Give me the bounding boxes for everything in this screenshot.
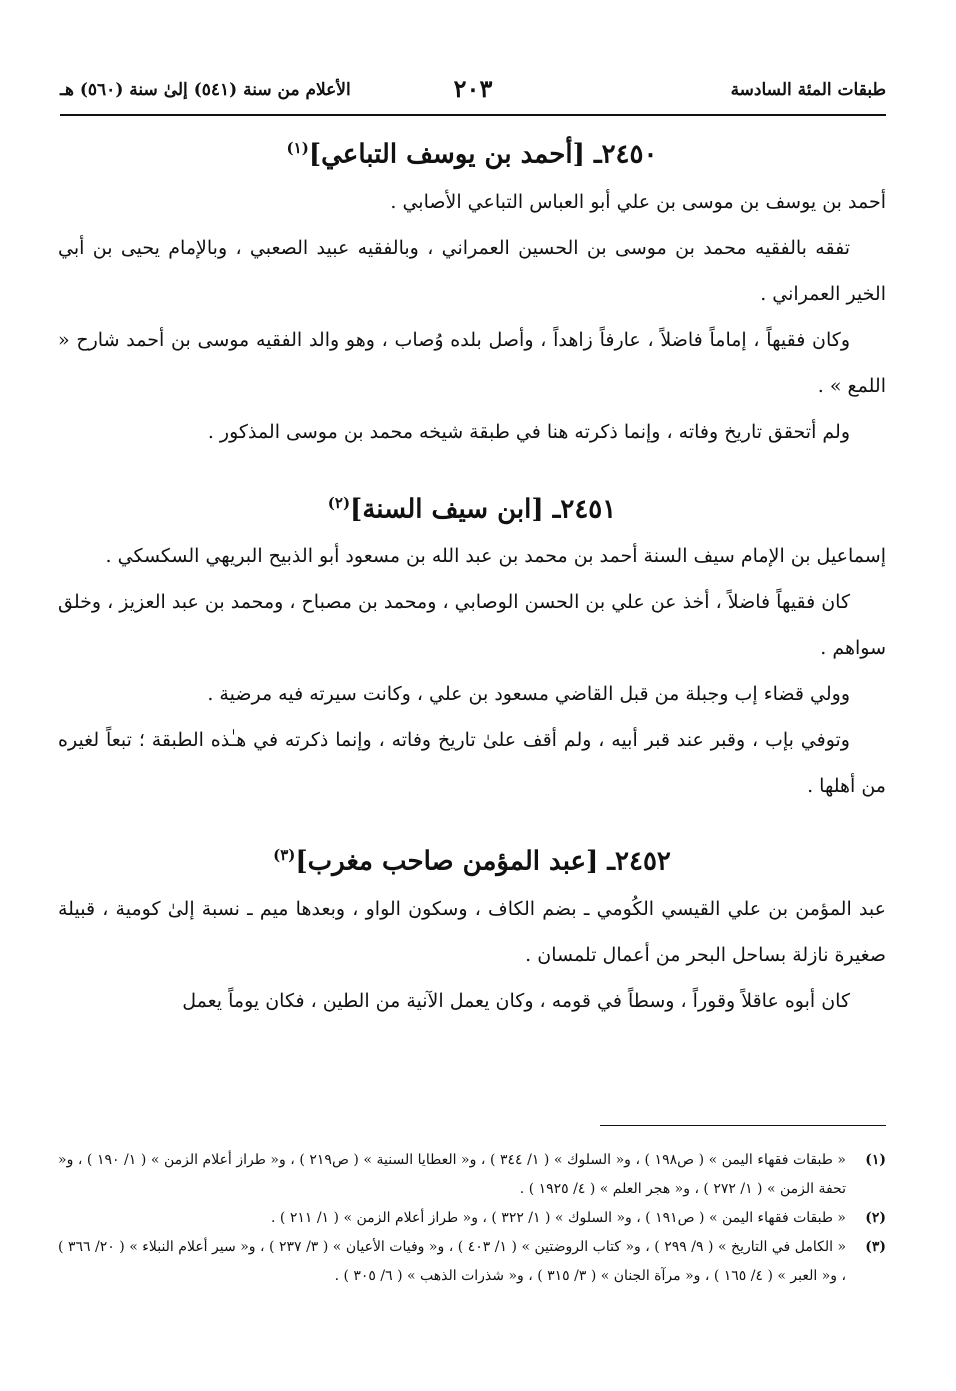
entry-paragraph: ولم أتحقق تاريخ وفاته ، وإنما ذكرته هنا في طبقة شيخه محمد بن موسى المذكور . bbox=[207, 420, 850, 443]
entry-spacer bbox=[58, 809, 886, 831]
entry-paragraph: أحمد بن يوسف بن موسى بن علي أبو العباس التباعي الأصابي . bbox=[390, 190, 886, 213]
section-range: الأعلام من سنة (٥٤١) إلىٰ سنة (٥٦٠) هـ bbox=[60, 80, 351, 100]
entry-paragraph: وكان فقيهاً ، إماماً فاضلاً ، عارفاً زاهداً ، وأصل بلده وُصاب ، وهو والد الفقيه موسى بن أحمد شارح « اللمع » . bbox=[58, 328, 886, 397]
entry-paragraph: وولي قضاء إب وجبلة من قبل القاضي مسعود بن علي ، وكانت سيرته فيه مرضية . bbox=[207, 683, 850, 706]
footnote bbox=[58, 1233, 886, 1291]
header-divider bbox=[60, 114, 886, 116]
footnote-ref: (٢) bbox=[327, 493, 351, 512]
footnote-number: (١) bbox=[865, 1152, 886, 1168]
footnote-text: « طبقات فقهاء اليمن » ( ص١٩١ ) ، و« السلوك » ( ١/ ٣٢٢ ) ، و« طراز أعلام الزمن » ( ١/ ٢١١ ) . bbox=[271, 1210, 846, 1226]
entry-paragraph: كان أبوه عاقلاً وقوراً ، وسطاً في قومه ، وكان يعمل الآنية من الطين ، فكان يوماً يعمل bbox=[182, 989, 850, 1012]
biography-entry bbox=[58, 835, 886, 1024]
entry-spacer bbox=[58, 455, 886, 479]
footnote bbox=[58, 1204, 886, 1233]
entry-paragraph: تفقه بالفقيه محمد بن موسى بن الحسين العمراني ، وبالفقيه عبيد الصعبي ، وبالإمام يحيى بن أبي الخير العمراني . bbox=[58, 236, 886, 305]
footnote bbox=[58, 1146, 886, 1204]
entry-title bbox=[58, 835, 886, 882]
page-number: ٢٠٣ bbox=[453, 74, 493, 103]
entry-title bbox=[58, 128, 886, 175]
entry-title bbox=[58, 483, 886, 530]
footnote-number: (٢) bbox=[865, 1210, 886, 1226]
footnote-number: (٣) bbox=[865, 1239, 886, 1255]
main-text bbox=[58, 124, 886, 1024]
footnote-text: « الكامل في التاريخ » ( ٩/ ٢٩٩ ) ، و« كتاب الروضتين » ( ١/ ٤٠٣ ) ، و« وفيات الأعيان » ( ٣/ ٢٣٧ ) ، و« سير أعلام النبلاء » ( ٢٠/ ٣٦٦ ) ، و« العبر » ( ٤/ ١٦٥ ) ، و« مرآة الجنان » ( ٣/ ٣١٥ ) ، و« شذرات الذهب » ( ٦/ ٣٠٥ ) . bbox=[58, 1239, 847, 1284]
entry-paragraph: إسماعيل بن الإمام سيف السنة أحمد بن محمد بن عبد الله بن مسعود أبو الذبيح البريهي السكسكي . bbox=[105, 545, 886, 568]
entry-paragraph: كان فقيهاً فاضلاً ، أخذ عن علي بن الحسن الوصابي ، ومحمد بن مصباح ، ومحمد بن عبد العزيز ، وخلق سواهم . bbox=[58, 591, 886, 660]
footnote-text: « طبقات فقهاء اليمن » ( ص١٩٨ ) ، و« السلوك » ( ١/ ٣٤٤ ) ، و« العطايا السنية » ( ص٢١٩ ) ، و« طراز أعلام الزمن » ( ١/ ١٩٠ ) ، و« تحفة الزمن » ( ١/ ٢٧٢ ) ، و« هجر العلم » ( ٤/ ١٩٢٥ ) . bbox=[58, 1152, 846, 1197]
entry-title-text: ٢٤٥١ـ [ابن سيف السنة] bbox=[350, 494, 617, 525]
biography-entry bbox=[58, 483, 886, 810]
running-header bbox=[60, 74, 886, 108]
biography-entry bbox=[58, 128, 886, 455]
entry-title-text: ٢٤٥٠ـ [أحمد بن يوسف التباعي] bbox=[308, 139, 658, 170]
footnotes bbox=[58, 1146, 886, 1291]
book-title: طبقات المئة السادسة bbox=[730, 80, 886, 100]
entry-paragraph: عبد المؤمن بن علي القيسي الكُومي ـ بضم الكاف ، وسكون الواو ، وبعدها ميم ـ نسبة إلىٰ كومية ، قبيلة صغيرة نازلة بساحل البحر من أعمال تلمسان . bbox=[58, 897, 886, 966]
footnote-ref: (١) bbox=[286, 139, 309, 157]
footnote-divider bbox=[600, 1125, 886, 1126]
footnote-ref: (٣) bbox=[273, 846, 296, 865]
entry-title-text: ٢٤٥٢ـ [عبد المؤمن صاحب مغرب] bbox=[295, 846, 671, 877]
entry-paragraph: وتوفي بإب ، وقبر عند قبر أبيه ، ولم أقف علىٰ تاريخ وفاته ، وإنما ذكرته في هـٰذه الطبقة ؛ تبعاً لغيره من أهلها . bbox=[58, 729, 886, 798]
